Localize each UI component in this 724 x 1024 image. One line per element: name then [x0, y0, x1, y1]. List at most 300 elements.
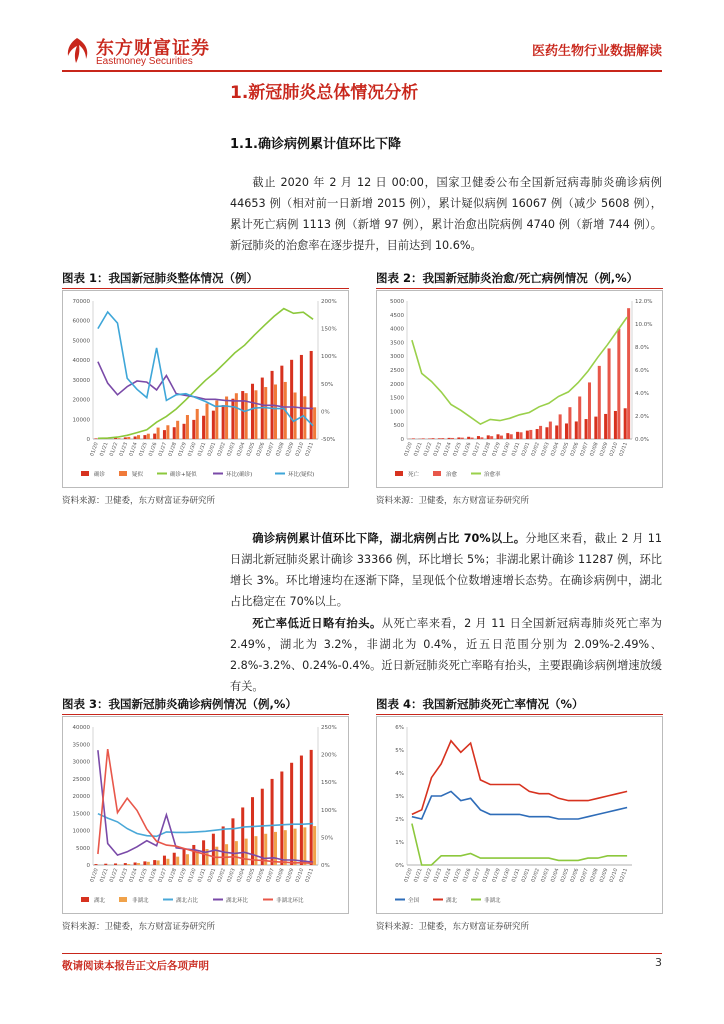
bar-死亡 — [585, 419, 588, 439]
y-tick-label: 30000 — [72, 759, 90, 766]
bar-确诊 — [124, 437, 127, 439]
paragraph-mortality-body: 从死亡率来看，2 月 11 日全国新冠病毒肺炎死亡率为 2.49%，湖北为 3.2%，非湖北为 0.4%，近五日范围分别为 2.09%-2.49%、2.8%-3.2%、0.24%-0.4%。近日新冠肺炎死亡率略有抬头，主要跟确诊病例增速放缓有关。 — [230, 617, 662, 693]
x-tick-label: 02/02 — [216, 867, 227, 884]
bar-疑似 — [313, 407, 316, 439]
bar-疑似 — [186, 415, 189, 439]
bar-确诊 — [192, 420, 195, 439]
bar-治愈 — [412, 438, 415, 439]
report-category: 医药生物行业数据解读 — [531, 44, 662, 59]
bar-非湖北 — [186, 854, 189, 865]
legend-swatch — [119, 897, 127, 902]
x-tick-label: 01/31 — [196, 867, 208, 884]
bar-确诊 — [222, 405, 225, 439]
y-tick-label: 4500 — [390, 312, 404, 319]
x-tick-label: 01/22 — [108, 867, 120, 884]
bar-死亡 — [506, 433, 509, 439]
paragraph-summary: 截止 2020 年 2 月 12 日 00:00，国家卫健委公布全国新冠病毒肺炎确诊病例 44653 例（相对前一日新增 2015 例），累计疑似病例 16067 例（减少 5608 例），累计死亡病例 1113 例（新增 97 例），累计治愈出院病例 4740 例（新增 744 例）。新冠肺炎的治愈率在逐步提升，目前达到 10.6%。 — [230, 176, 662, 252]
legend-label: 湖北 — [94, 898, 106, 904]
y-tick-label: 10000 — [72, 828, 90, 835]
x-tick-label: 01/21 — [412, 867, 424, 884]
x-tick-label: 01/28 — [481, 867, 493, 884]
chart4-svg — [377, 717, 662, 913]
y-tick-label: 4000 — [390, 326, 404, 333]
y-tick-label: 20000 — [72, 794, 90, 800]
bar-湖北 — [280, 772, 283, 865]
x-tick-label: 01/29 — [177, 441, 188, 458]
x-tick-label: 01/30 — [187, 441, 198, 458]
legend-label: 确诊 — [94, 472, 106, 478]
chart1-svg — [63, 291, 348, 487]
x-tick-label: 01/24 — [128, 867, 139, 884]
chart4-rule — [376, 714, 663, 715]
legend-label: 环比(确诊) — [226, 472, 253, 478]
x-tick-label: 01/26 — [461, 867, 473, 884]
x-tick-label: 02/08 — [589, 441, 600, 458]
section-title: 1.新冠肺炎总体情况分析 — [230, 83, 419, 103]
x-tick-label: 01/26 — [461, 441, 473, 458]
legend-label: 治愈率 — [484, 472, 501, 478]
x-tick-label: 02/09 — [284, 441, 296, 458]
legend-swatch — [81, 471, 89, 476]
bar-死亡 — [457, 437, 460, 439]
bar-非湖北 — [157, 860, 160, 865]
x-tick-label: 01/25 — [452, 867, 463, 884]
bar-湖北 — [173, 853, 176, 865]
x-tick-label: 01/27 — [157, 441, 169, 458]
bar-疑似 — [196, 409, 199, 439]
x-tick-label: 02/10 — [608, 441, 620, 458]
chart3-title: 图表 3：我国新冠肺炎确诊病例情况（例,%） — [62, 697, 297, 711]
legend-label: 死亡 — [408, 472, 420, 478]
y-tick-label: 5000 — [76, 845, 90, 852]
page-number: 3 — [655, 956, 662, 969]
legend-label: 湖北环比 — [226, 898, 249, 904]
bar-确诊 — [290, 360, 293, 439]
bar-死亡 — [526, 431, 529, 439]
legend-label: 湖北占比 — [176, 898, 199, 904]
x-tick-label: 01/31 — [510, 441, 522, 458]
bar-治愈 — [431, 438, 434, 439]
bar-死亡 — [604, 414, 607, 439]
bar-确诊 — [241, 391, 244, 439]
bar-确诊 — [134, 436, 137, 439]
y-tick-label: 0 — [86, 863, 90, 869]
x-tick-label: 01/30 — [187, 867, 198, 884]
y-tick-label: 500 — [393, 423, 404, 430]
bar-疑似 — [166, 425, 169, 439]
y-tick-label: 30000 — [72, 377, 90, 384]
bar-湖北 — [163, 856, 166, 865]
bar-死亡 — [555, 425, 558, 439]
y-tick-label: 0 — [86, 437, 90, 443]
x-tick-label: 01/24 — [128, 441, 139, 458]
x-tick-label: 01/21 — [98, 867, 110, 884]
bar-疑似 — [176, 421, 179, 439]
legend-label: 非湖北 — [132, 898, 149, 904]
x-tick-label: 01/26 — [147, 441, 159, 458]
bar-确诊 — [280, 366, 283, 439]
chart3-box — [62, 716, 349, 914]
x-tick-label: 02/01 — [206, 867, 218, 884]
bar-湖北 — [94, 864, 97, 865]
x-tick-label: 01/23 — [432, 441, 444, 458]
bar-治愈 — [627, 308, 630, 439]
chart2-box — [376, 290, 663, 488]
y-tick-label: 40000 — [72, 725, 90, 731]
y-tick-label: 0 — [400, 437, 404, 443]
chart1-title: 图表 1：我国新冠肺炎整体情况（例） — [62, 271, 259, 285]
x-tick-label: 01/24 — [442, 441, 453, 458]
bar-治愈 — [451, 438, 454, 439]
chart3-svg — [63, 717, 348, 913]
x-tick-label: 01/27 — [471, 441, 483, 458]
x-tick-label: 01/27 — [471, 867, 483, 884]
x-tick-label: 02/08 — [275, 867, 286, 884]
bar-死亡 — [487, 435, 490, 439]
bar-死亡 — [545, 427, 548, 439]
y2-tick-label: 250% — [321, 725, 337, 731]
bar-非湖北 — [196, 852, 199, 865]
x-tick-label: 02/01 — [520, 441, 532, 458]
bar-治愈 — [608, 348, 611, 439]
x-tick-label: 02/10 — [294, 441, 306, 458]
y-tick-label: 6% — [395, 725, 404, 731]
x-tick-label: 01/31 — [196, 441, 208, 458]
x-tick-label: 01/22 — [108, 441, 120, 458]
bar-治愈 — [490, 436, 493, 439]
bar-确诊 — [231, 399, 234, 439]
y2-tick-label: 150% — [321, 780, 337, 787]
bar-死亡 — [594, 417, 597, 439]
bar-治愈 — [559, 414, 562, 439]
x-tick-label: 02/08 — [589, 867, 600, 884]
x-tick-label: 02/11 — [304, 441, 315, 458]
bar-治愈 — [539, 426, 542, 439]
bar-湖北 — [124, 863, 127, 865]
chart1-rule — [62, 288, 349, 289]
bar-湖北 — [310, 750, 313, 865]
y2-tick-label: 0.0% — [635, 437, 649, 443]
bar-非湖北 — [176, 857, 179, 865]
chart2-rule — [376, 288, 663, 289]
x-tick-label: 02/03 — [540, 441, 551, 458]
y2-tick-label: -50% — [321, 437, 336, 443]
bar-死亡 — [477, 436, 480, 439]
y-tick-label: 3500 — [390, 340, 404, 347]
x-tick-label: 01/23 — [118, 441, 130, 458]
y-tick-label: 70000 — [72, 299, 90, 305]
paragraph-confirmed-lead: 确诊病例累计值环比下降，湖北病例占比 70%以上。 — [252, 532, 526, 545]
x-tick-label: 01/20 — [89, 867, 100, 884]
bar-非湖北 — [137, 863, 140, 865]
chart2-svg — [377, 291, 662, 487]
bar-确诊 — [183, 424, 186, 439]
y2-tick-label: 200% — [321, 299, 337, 305]
bar-非湖北 — [303, 827, 306, 865]
legend-swatch — [395, 471, 403, 476]
x-tick-label: 02/09 — [598, 867, 610, 884]
bar-治愈 — [598, 366, 601, 439]
bar-治愈 — [500, 436, 503, 439]
y2-tick-label: 0% — [321, 863, 330, 869]
legend-label: 非湖北环比 — [276, 898, 304, 904]
legend-label: 环比(疑似) — [288, 472, 315, 478]
x-tick-label: 02/06 — [255, 441, 267, 458]
x-tick-label: 01/28 — [481, 441, 493, 458]
x-tick-label: 01/31 — [510, 867, 522, 884]
bar-疑似 — [147, 434, 150, 439]
x-tick-label: 02/03 — [540, 867, 551, 884]
bar-湖北 — [153, 860, 156, 865]
paragraph-mortality-lead: 死亡率低近日略有抬头。 — [252, 617, 382, 630]
bar-疑似 — [225, 396, 228, 439]
bar-确诊 — [143, 435, 146, 439]
chart4-box — [376, 716, 663, 914]
bar-死亡 — [448, 438, 451, 439]
x-tick-label: 02/06 — [255, 867, 267, 884]
bar-疑似 — [245, 393, 248, 439]
y2-tick-label: 0% — [321, 409, 330, 416]
y-tick-label: 5% — [395, 748, 404, 754]
bar-死亡 — [467, 437, 470, 439]
bar-治愈 — [471, 438, 474, 439]
x-tick-label: 01/25 — [452, 441, 463, 458]
x-tick-label: 01/22 — [422, 441, 434, 458]
bar-治愈 — [480, 437, 483, 439]
x-tick-label: 02/07 — [579, 867, 590, 884]
y-tick-label: 2% — [395, 817, 404, 823]
y-tick-label: 2500 — [390, 368, 404, 374]
x-tick-label: 02/01 — [520, 867, 532, 884]
x-tick-label: 02/04 — [235, 441, 247, 458]
x-tick-label: 02/03 — [226, 867, 237, 884]
bar-疑似 — [127, 437, 130, 439]
y2-tick-label: 50% — [321, 381, 334, 388]
paragraph-confirmed — [230, 528, 662, 612]
x-tick-label: 01/30 — [501, 867, 512, 884]
bar-治愈 — [617, 329, 620, 439]
y-tick-label: 3000 — [390, 354, 404, 361]
y-tick-label: 1500 — [390, 395, 404, 402]
bar-治愈 — [568, 407, 571, 439]
bar-湖北 — [261, 789, 264, 865]
line-非湖北 — [412, 824, 627, 865]
bar-非湖北 — [127, 864, 130, 865]
y2-tick-label: 100% — [321, 807, 337, 814]
bar-湖北 — [231, 818, 234, 865]
y2-tick-label: 2.0% — [635, 414, 649, 420]
y-tick-label: 0% — [395, 863, 404, 869]
x-tick-label: 01/29 — [177, 867, 188, 884]
x-tick-label: 02/04 — [235, 867, 247, 884]
bar-治愈 — [578, 396, 581, 439]
chart2-title: 图表 2：我国新冠肺炎治愈/死亡病例情况（例,%） — [376, 271, 639, 285]
bar-疑似 — [254, 390, 257, 439]
y-tick-label: 10000 — [72, 417, 90, 424]
x-tick-label: 01/29 — [491, 441, 502, 458]
x-tick-label: 02/10 — [608, 867, 620, 884]
x-tick-label: 01/25 — [138, 867, 149, 884]
legend-label: 全国 — [408, 898, 420, 904]
paragraph-confirmed-body: 分地区来看，截止 2 月 11 日湖北新冠肺炎累计确诊 33366 例，环比增长 5%；非湖北累计确诊 11287 例，环比增长 3%。环比增速均在逐渐下降，呈现低个位数增速增长态势。在确诊病例中，湖北占比稳定在 70%以上。 — [230, 532, 662, 608]
x-tick-label: 01/25 — [138, 441, 149, 458]
subsection-title: 1.1.确诊病例累计值环比下降 — [230, 137, 401, 152]
x-tick-label: 01/20 — [403, 867, 414, 884]
x-tick-label: 02/07 — [579, 441, 590, 458]
y-tick-label: 2000 — [390, 381, 404, 388]
bar-治愈 — [549, 422, 552, 439]
bar-湖北 — [104, 864, 107, 865]
x-tick-label: 02/10 — [294, 867, 306, 884]
y2-tick-label: 50% — [321, 835, 334, 842]
y-tick-label: 40000 — [72, 358, 90, 365]
x-tick-label: 02/03 — [226, 441, 237, 458]
y-tick-label: 20000 — [72, 397, 90, 404]
bar-死亡 — [516, 432, 519, 439]
x-tick-label: 02/11 — [618, 441, 629, 458]
bar-非湖北 — [225, 844, 228, 865]
bar-非湖北 — [147, 862, 150, 865]
bar-死亡 — [536, 429, 539, 439]
x-tick-label: 01/24 — [442, 867, 453, 884]
x-tick-label: 02/06 — [569, 441, 581, 458]
line-治愈率 — [412, 317, 627, 424]
logo-text: 东方财富证券 — [96, 38, 210, 59]
x-tick-label: 02/02 — [530, 867, 541, 884]
x-tick-label: 02/05 — [559, 867, 571, 884]
bar-治愈 — [588, 382, 591, 439]
y2-tick-label: 200% — [321, 752, 337, 759]
bar-湖北 — [212, 834, 215, 865]
y2-tick-label: 6.0% — [635, 368, 649, 374]
chart3-source: 资料来源：卫健委，东方财富证券研究所 — [62, 922, 216, 932]
y-tick-label: 25000 — [72, 776, 90, 783]
x-tick-label: 02/07 — [265, 441, 276, 458]
bar-治愈 — [441, 438, 444, 439]
chart4-source: 资料来源：卫健委，东方财富证券研究所 — [376, 922, 530, 932]
bar-确诊 — [94, 438, 97, 439]
bar-死亡 — [614, 411, 617, 439]
x-tick-label: 02/05 — [245, 441, 257, 458]
x-tick-label: 02/08 — [275, 441, 286, 458]
bar-非湖北 — [274, 832, 277, 865]
x-tick-label: 02/06 — [569, 867, 581, 884]
bar-死亡 — [565, 423, 568, 439]
bar-确诊 — [163, 430, 166, 439]
bar-疑似 — [117, 438, 120, 439]
legend-label: 非湖北 — [484, 898, 501, 904]
logo-icon — [62, 36, 92, 66]
chart3-rule — [62, 714, 349, 715]
bar-湖北 — [241, 807, 244, 865]
bar-疑似 — [274, 384, 277, 439]
x-tick-label: 02/02 — [216, 441, 227, 458]
bar-疑似 — [264, 387, 267, 439]
x-tick-label: 02/04 — [549, 441, 561, 458]
bar-治愈 — [529, 430, 532, 439]
legend-swatch — [433, 471, 441, 476]
x-tick-label: 01/29 — [491, 867, 502, 884]
x-tick-label: 01/26 — [147, 867, 159, 884]
legend-swatch — [81, 897, 89, 902]
x-tick-label: 01/21 — [412, 441, 424, 458]
bar-非湖北 — [313, 826, 316, 865]
bar-死亡 — [438, 438, 441, 439]
bar-死亡 — [624, 408, 627, 439]
bar-疑似 — [157, 428, 160, 439]
x-tick-label: 01/30 — [501, 441, 512, 458]
x-tick-label: 01/21 — [98, 441, 110, 458]
bar-湖北 — [271, 779, 274, 865]
bar-湖北 — [222, 826, 225, 865]
y-tick-label: 1000 — [390, 409, 404, 416]
bar-疑似 — [137, 435, 140, 439]
bar-治愈 — [510, 434, 513, 439]
x-tick-label: 02/05 — [245, 867, 257, 884]
bar-湖北 — [183, 849, 186, 865]
y-tick-label: 4% — [395, 771, 404, 777]
footer-divider — [62, 953, 662, 954]
legend-label: 确诊+疑似 — [170, 472, 197, 478]
bar-治愈 — [422, 438, 425, 439]
bar-确诊 — [251, 384, 254, 439]
bar-确诊 — [173, 427, 176, 439]
bar-确诊 — [202, 416, 205, 439]
x-tick-label: 02/05 — [559, 441, 571, 458]
x-tick-label: 02/01 — [206, 441, 218, 458]
y2-tick-label: 4.0% — [635, 391, 649, 397]
bar-疑似 — [235, 393, 238, 439]
bar-湖北 — [300, 756, 303, 865]
x-tick-label: 01/20 — [403, 441, 414, 458]
bar-非湖北 — [166, 859, 169, 865]
x-tick-label: 01/27 — [157, 867, 169, 884]
footer-disclaimer: 敬请阅读本报告正文后各项声明 — [62, 960, 209, 972]
bar-湖北 — [134, 862, 137, 865]
x-tick-label: 02/11 — [304, 867, 315, 884]
bar-疑似 — [206, 404, 209, 439]
x-tick-label: 02/07 — [265, 867, 276, 884]
bar-湖北 — [290, 763, 293, 865]
bar-死亡 — [497, 434, 500, 439]
x-tick-label: 02/02 — [530, 441, 541, 458]
chart1-box — [62, 290, 349, 488]
y2-tick-label: 8.0% — [635, 345, 649, 351]
y-tick-label: 1% — [395, 840, 404, 846]
y-tick-label: 3% — [395, 794, 404, 800]
chart4-title: 图表 4：我国新冠肺炎死亡率情况（%） — [376, 697, 584, 711]
legend-label: 湖北 — [446, 898, 458, 904]
y2-tick-label: 10.0% — [635, 322, 653, 328]
chart2-source: 资料来源：卫健委，东方财富证券研究所 — [376, 496, 530, 506]
logo-english-text: Eastmoney Securities — [96, 56, 193, 67]
bar-湖北 — [114, 863, 117, 865]
chart1-source: 资料来源：卫健委，东方财富证券研究所 — [62, 496, 216, 506]
x-tick-label: 02/11 — [618, 867, 629, 884]
y-tick-label: 60000 — [72, 318, 90, 325]
bar-确诊 — [212, 411, 215, 439]
line-湖北 — [412, 741, 627, 815]
bar-死亡 — [575, 421, 578, 439]
x-tick-label: 01/28 — [167, 867, 179, 884]
x-tick-label: 02/09 — [284, 867, 296, 884]
legend-swatch — [119, 471, 127, 476]
y-tick-label: 50000 — [72, 338, 90, 345]
line-全国 — [412, 791, 627, 819]
y2-tick-label: 100% — [321, 354, 337, 361]
legend-label: 治愈 — [446, 472, 458, 478]
y2-tick-label: 12.0% — [635, 299, 653, 305]
